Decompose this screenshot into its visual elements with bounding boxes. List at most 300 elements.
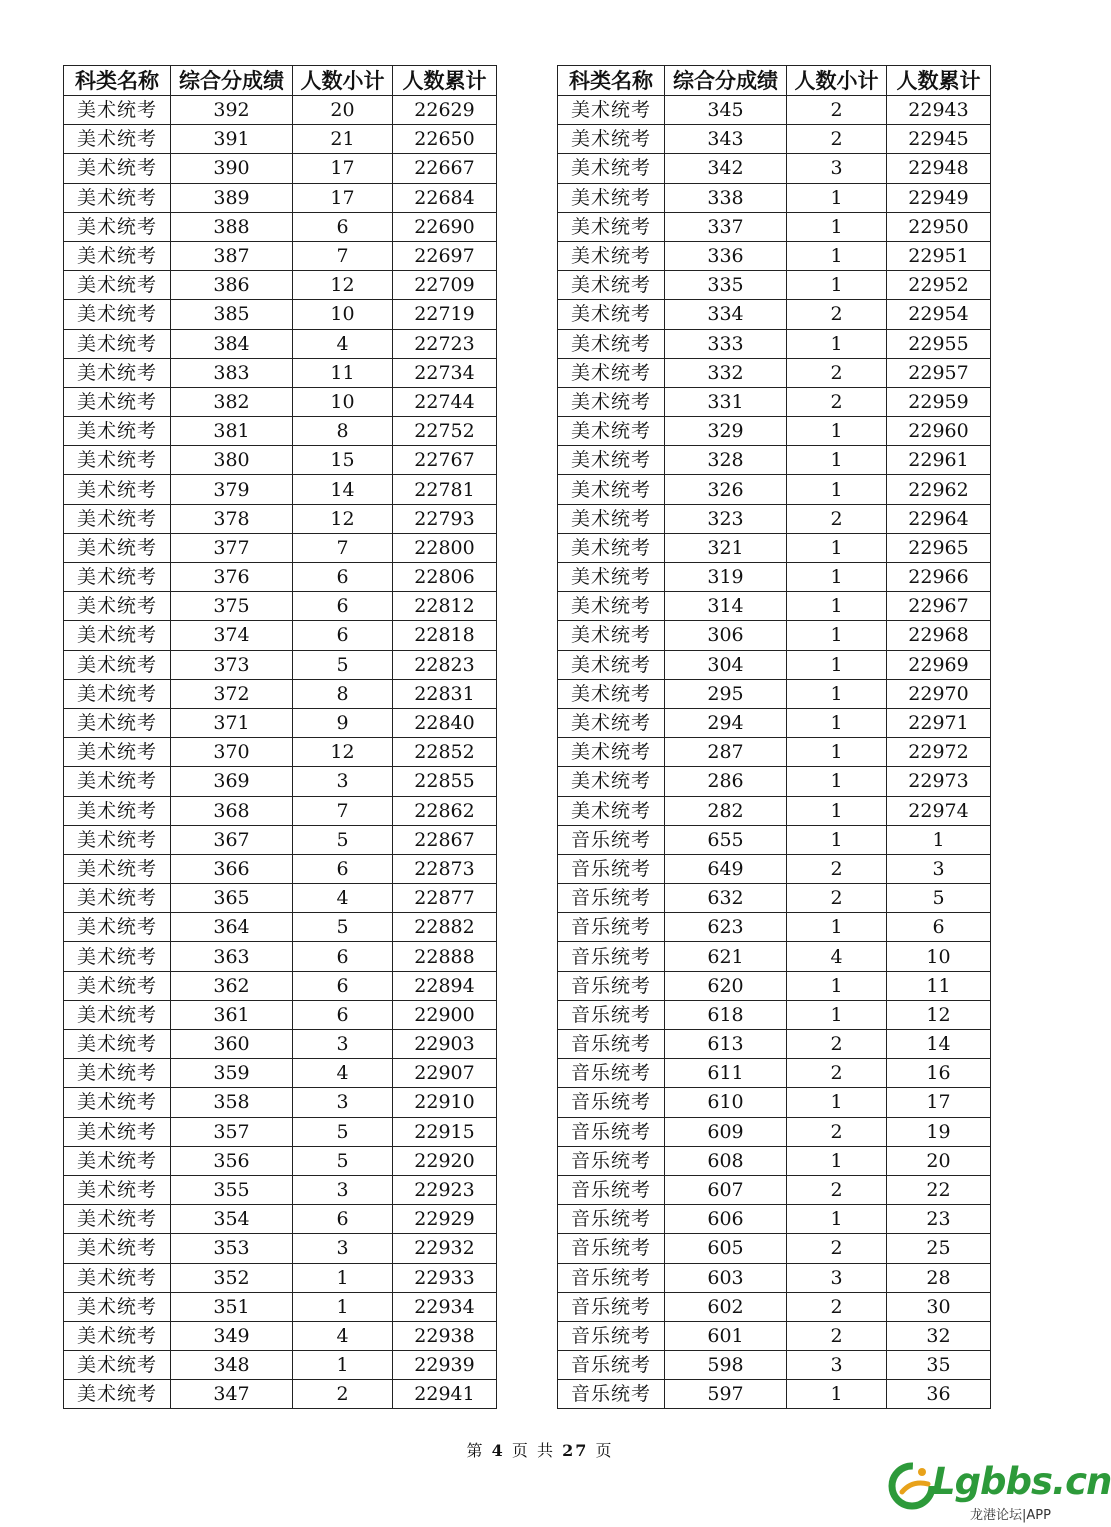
cell-cumulative: 22950: [887, 212, 991, 241]
cell-count: 2: [787, 1234, 887, 1263]
table-row: [558, 1175, 991, 1204]
cell-score: 374: [171, 621, 293, 650]
cell-count: 1: [787, 592, 887, 621]
cell-category: 美术统考: [558, 329, 665, 358]
cell-category: 美术统考: [64, 650, 171, 679]
cell-category: 美术统考: [64, 300, 171, 329]
logo-subtitle: 龙港论坛|APP: [970, 1508, 1051, 1523]
cell-category: 美术统考: [64, 1030, 171, 1059]
cell-cumulative: 22915: [393, 1117, 497, 1146]
cell-cumulative: 22974: [887, 796, 991, 825]
cell-count: 1: [787, 475, 887, 504]
cell-count: 8: [293, 679, 393, 708]
cell-count: 5: [293, 650, 393, 679]
cell-count: 15: [293, 446, 393, 475]
cell-score: 336: [665, 241, 787, 270]
header-cumulative: 人数累计: [887, 66, 991, 96]
cell-category: 美术统考: [64, 417, 171, 446]
cell-cumulative: 22684: [393, 183, 497, 212]
header-score: 综合分成绩: [171, 66, 293, 96]
table-row: [558, 1030, 991, 1059]
table-row: [558, 504, 991, 533]
table-row: [558, 854, 991, 883]
cell-score: 319: [665, 563, 787, 592]
current-page-number: 4: [491, 1441, 505, 1460]
cell-count: 4: [293, 884, 393, 913]
table-row: [558, 708, 991, 737]
table-row: [558, 621, 991, 650]
cell-count: 1: [787, 417, 887, 446]
cell-count: 17: [293, 154, 393, 183]
cell-cumulative: 12: [887, 1000, 991, 1029]
cell-count: 1: [787, 1000, 887, 1029]
cell-score: 360: [171, 1030, 293, 1059]
cell-score: 618: [665, 1000, 787, 1029]
cell-cumulative: 22967: [887, 592, 991, 621]
cell-score: 282: [665, 796, 787, 825]
cell-score: 352: [171, 1263, 293, 1292]
cell-score: 377: [171, 533, 293, 562]
cell-count: 1: [787, 825, 887, 854]
table-row: [558, 212, 991, 241]
cell-count: 4: [787, 942, 887, 971]
cell-count: 1: [787, 329, 887, 358]
cell-category: 美术统考: [64, 271, 171, 300]
cell-cumulative: 22949: [887, 183, 991, 212]
cell-count: 1: [787, 650, 887, 679]
cell-count: 2: [787, 387, 887, 416]
cell-count: 1: [787, 708, 887, 737]
cell-cumulative: 22800: [393, 533, 497, 562]
cell-category: 音乐统考: [558, 942, 665, 971]
table-row: [64, 1117, 497, 1146]
cell-score: 607: [665, 1175, 787, 1204]
cell-cumulative: 22877: [393, 884, 497, 913]
table-row: [64, 446, 497, 475]
cell-score: 601: [665, 1321, 787, 1350]
table-row: [558, 942, 991, 971]
table-row: [64, 271, 497, 300]
header-category: 科类名称: [558, 66, 665, 96]
cell-category: 美术统考: [558, 212, 665, 241]
table-row: [64, 504, 497, 533]
cell-score: 388: [171, 212, 293, 241]
cell-category: 美术统考: [64, 1059, 171, 1088]
total-pages: 27: [562, 1441, 589, 1460]
cell-category: 美术统考: [64, 241, 171, 270]
footer-mid: 页 共: [511, 1441, 555, 1460]
cell-cumulative: 22719: [393, 300, 497, 329]
cell-cumulative: 22910: [393, 1088, 497, 1117]
cell-cumulative: 22667: [393, 154, 497, 183]
cell-category: 美术统考: [64, 942, 171, 971]
cell-category: 美术统考: [558, 767, 665, 796]
cell-cumulative: 22734: [393, 358, 497, 387]
cell-count: 1: [787, 796, 887, 825]
cell-category: 美术统考: [64, 358, 171, 387]
cell-score: 382: [171, 387, 293, 416]
cell-cumulative: 22781: [393, 475, 497, 504]
cell-score: 353: [171, 1234, 293, 1263]
cell-category: 美术统考: [64, 796, 171, 825]
table-row: [64, 1321, 497, 1350]
cell-score: 391: [171, 125, 293, 154]
table-row: [558, 1000, 991, 1029]
cell-cumulative: 22903: [393, 1030, 497, 1059]
cell-count: 11: [293, 358, 393, 387]
cell-cumulative: 22938: [393, 1321, 497, 1350]
cell-category: 音乐统考: [558, 1263, 665, 1292]
cell-cumulative: 22973: [887, 767, 991, 796]
cell-category: 美术统考: [64, 183, 171, 212]
cell-category: 音乐统考: [558, 1175, 665, 1204]
cell-cumulative: 11: [887, 971, 991, 1000]
cell-score: 392: [171, 96, 293, 125]
cell-category: 美术统考: [64, 1380, 171, 1409]
cell-score: 357: [171, 1117, 293, 1146]
cell-cumulative: 22955: [887, 329, 991, 358]
cell-count: 2: [787, 1175, 887, 1204]
cell-cumulative: 22650: [393, 125, 497, 154]
cell-score: 380: [171, 446, 293, 475]
cell-cumulative: 22920: [393, 1146, 497, 1175]
cell-count: 3: [293, 1234, 393, 1263]
table-row: [64, 358, 497, 387]
cell-score: 335: [665, 271, 787, 300]
cell-score: 385: [171, 300, 293, 329]
table-row: [558, 650, 991, 679]
cell-cumulative: 22793: [393, 504, 497, 533]
cell-category: 音乐统考: [558, 1321, 665, 1350]
cell-cumulative: 22969: [887, 650, 991, 679]
cell-category: 音乐统考: [558, 1205, 665, 1234]
table-header-row: [558, 66, 991, 96]
cell-cumulative: 22894: [393, 971, 497, 1000]
cell-category: 美术统考: [64, 1117, 171, 1146]
cell-score: 364: [171, 913, 293, 942]
cell-score: 383: [171, 358, 293, 387]
cell-cumulative: 35: [887, 1351, 991, 1380]
cell-score: 286: [665, 767, 787, 796]
cell-count: 1: [787, 621, 887, 650]
cell-count: 1: [787, 533, 887, 562]
cell-count: 7: [293, 796, 393, 825]
cell-cumulative: 20: [887, 1146, 991, 1175]
table-row: [558, 533, 991, 562]
cell-cumulative: 22629: [393, 96, 497, 125]
cell-category: 美术统考: [64, 825, 171, 854]
cell-score: 620: [665, 971, 787, 1000]
table-row: [558, 241, 991, 270]
cell-score: 362: [171, 971, 293, 1000]
cell-count: 2: [787, 1059, 887, 1088]
cell-cumulative: 1: [887, 825, 991, 854]
cell-cumulative: 22873: [393, 854, 497, 883]
cell-score: 329: [665, 417, 787, 446]
cell-category: 美术统考: [64, 475, 171, 504]
cell-count: 3: [787, 1351, 887, 1380]
cell-category: 美术统考: [64, 1205, 171, 1234]
cell-category: 美术统考: [64, 96, 171, 125]
cell-count: 2: [787, 1030, 887, 1059]
cell-category: 音乐统考: [558, 1117, 665, 1146]
cell-score: 348: [171, 1351, 293, 1380]
cell-category: 美术统考: [558, 621, 665, 650]
table-row: [558, 1380, 991, 1409]
cell-cumulative: 22933: [393, 1263, 497, 1292]
cell-count: 5: [293, 1146, 393, 1175]
cell-score: 649: [665, 854, 787, 883]
table-row: [558, 271, 991, 300]
logo-brand-text: Lgbbs.cn: [932, 1460, 1111, 1503]
cell-count: 8: [293, 417, 393, 446]
cell-count: 5: [293, 825, 393, 854]
cell-count: 1: [787, 913, 887, 942]
cell-category: 美术统考: [558, 504, 665, 533]
cell-score: 368: [171, 796, 293, 825]
cell-category: 美术统考: [64, 592, 171, 621]
cell-count: 6: [293, 621, 393, 650]
cell-score: 370: [171, 738, 293, 767]
cell-count: 2: [787, 1321, 887, 1350]
cell-count: 3: [293, 1030, 393, 1059]
cell-count: 1: [787, 212, 887, 241]
table-row: [64, 1088, 497, 1117]
table-row: [558, 154, 991, 183]
cell-cumulative: 22945: [887, 125, 991, 154]
table-row: [558, 796, 991, 825]
cell-score: 378: [171, 504, 293, 533]
cell-count: 14: [293, 475, 393, 504]
cell-score: 304: [665, 650, 787, 679]
table-row: [558, 738, 991, 767]
cell-count: 6: [293, 942, 393, 971]
table-row: [64, 96, 497, 125]
cell-category: 音乐统考: [558, 1351, 665, 1380]
cell-cumulative: 22697: [393, 241, 497, 270]
table-row: [64, 563, 497, 592]
table-row: [64, 300, 497, 329]
table-row: [558, 1234, 991, 1263]
cell-category: 美术统考: [64, 329, 171, 358]
cell-category: 美术统考: [64, 913, 171, 942]
table-row: [558, 971, 991, 1000]
table-row: [64, 621, 497, 650]
table-row: [558, 1059, 991, 1088]
cell-category: 美术统考: [64, 387, 171, 416]
cell-count: 3: [787, 154, 887, 183]
table-row: [558, 1292, 991, 1321]
cell-score: 347: [171, 1380, 293, 1409]
cell-score: 623: [665, 913, 787, 942]
cell-category: 音乐统考: [558, 1030, 665, 1059]
cell-cumulative: 22882: [393, 913, 497, 942]
cell-count: 1: [787, 679, 887, 708]
cell-count: 1: [293, 1263, 393, 1292]
cell-cumulative: 22951: [887, 241, 991, 270]
cell-category: 美术统考: [64, 504, 171, 533]
table-row: [558, 417, 991, 446]
cell-cumulative: 19: [887, 1117, 991, 1146]
table-row: [64, 942, 497, 971]
table-row: [64, 592, 497, 621]
cell-count: 1: [787, 767, 887, 796]
cell-category: 美术统考: [558, 417, 665, 446]
cell-cumulative: 17: [887, 1088, 991, 1117]
cell-cumulative: 22840: [393, 708, 497, 737]
cell-cumulative: 22690: [393, 212, 497, 241]
header-cumulative: 人数累计: [393, 66, 497, 96]
table-row: [64, 1000, 497, 1029]
cell-category: 音乐统考: [558, 854, 665, 883]
lgbbs-logo: [888, 1460, 1111, 1524]
cell-cumulative: 22957: [887, 358, 991, 387]
cell-category: 美术统考: [558, 475, 665, 504]
table-row: [64, 533, 497, 562]
cell-cumulative: 22818: [393, 621, 497, 650]
table-row: [558, 592, 991, 621]
cell-category: 美术统考: [558, 154, 665, 183]
cell-category: 美术统考: [558, 96, 665, 125]
table-row: [64, 650, 497, 679]
table-row: [64, 679, 497, 708]
table-row: [64, 825, 497, 854]
cell-score: 606: [665, 1205, 787, 1234]
cell-score: 390: [171, 154, 293, 183]
cell-category: 美术统考: [558, 738, 665, 767]
cell-score: 621: [665, 942, 787, 971]
cell-count: 2: [787, 854, 887, 883]
cell-cumulative: 22939: [393, 1351, 497, 1380]
table-row: [64, 1351, 497, 1380]
cell-score: 372: [171, 679, 293, 708]
cell-cumulative: 6: [887, 913, 991, 942]
header-count: 人数小计: [787, 66, 887, 96]
cell-score: 367: [171, 825, 293, 854]
table-row: [64, 1059, 497, 1088]
cell-category: 音乐统考: [558, 1234, 665, 1263]
table-row: [64, 971, 497, 1000]
cell-category: 美术统考: [64, 125, 171, 154]
cell-cumulative: 22943: [887, 96, 991, 125]
cell-count: 2: [787, 358, 887, 387]
cell-score: 359: [171, 1059, 293, 1088]
table-row: [64, 1205, 497, 1234]
cell-count: 4: [293, 1321, 393, 1350]
cell-score: 632: [665, 884, 787, 913]
cell-score: 609: [665, 1117, 787, 1146]
cell-category: 美术统考: [558, 533, 665, 562]
cell-category: 美术统考: [64, 154, 171, 183]
cell-score: 365: [171, 884, 293, 913]
cell-cumulative: 22941: [393, 1380, 497, 1409]
cell-cumulative: 22767: [393, 446, 497, 475]
header-category: 科类名称: [64, 66, 171, 96]
table-row: [64, 212, 497, 241]
cell-score: 376: [171, 563, 293, 592]
table-row: [64, 1030, 497, 1059]
cell-score: 351: [171, 1292, 293, 1321]
cell-cumulative: 22959: [887, 387, 991, 416]
cell-score: 354: [171, 1205, 293, 1234]
cell-score: 358: [171, 1088, 293, 1117]
table-row: [558, 1205, 991, 1234]
cell-category: 音乐统考: [558, 1380, 665, 1409]
cell-cumulative: 22923: [393, 1175, 497, 1204]
score-table-right: [557, 65, 991, 1409]
cell-cumulative: 22888: [393, 942, 497, 971]
cell-score: 321: [665, 533, 787, 562]
cell-cumulative: 14: [887, 1030, 991, 1059]
cell-cumulative: 22966: [887, 563, 991, 592]
table-row: [64, 796, 497, 825]
cell-count: 12: [293, 271, 393, 300]
cell-score: 294: [665, 708, 787, 737]
cell-count: 5: [293, 913, 393, 942]
cell-score: 314: [665, 592, 787, 621]
cell-score: 603: [665, 1263, 787, 1292]
cell-score: 371: [171, 708, 293, 737]
cell-cumulative: 22954: [887, 300, 991, 329]
table-row: [558, 387, 991, 416]
cell-count: 9: [293, 708, 393, 737]
cell-category: 音乐统考: [558, 1146, 665, 1175]
cell-cumulative: 22934: [393, 1292, 497, 1321]
cell-count: 6: [293, 212, 393, 241]
cell-score: 366: [171, 854, 293, 883]
cell-score: 338: [665, 183, 787, 212]
cell-cumulative: 22831: [393, 679, 497, 708]
cell-cumulative: 22965: [887, 533, 991, 562]
cell-score: 605: [665, 1234, 787, 1263]
cell-count: 2: [787, 504, 887, 533]
header-score: 综合分成绩: [665, 66, 787, 96]
cell-cumulative: 22964: [887, 504, 991, 533]
cell-cumulative: 28: [887, 1263, 991, 1292]
cell-category: 美术统考: [558, 125, 665, 154]
cell-category: 美术统考: [64, 854, 171, 883]
table-row: [64, 125, 497, 154]
cell-category: 美术统考: [64, 1292, 171, 1321]
cell-cumulative: 22806: [393, 563, 497, 592]
cell-cumulative: 22852: [393, 738, 497, 767]
table-row: [64, 708, 497, 737]
cell-count: 4: [293, 329, 393, 358]
table-row: [64, 913, 497, 942]
cell-count: 1: [787, 1088, 887, 1117]
cell-category: 音乐统考: [558, 884, 665, 913]
cell-score: 334: [665, 300, 787, 329]
cell-category: 美术统考: [558, 708, 665, 737]
table-row: [558, 300, 991, 329]
table-header-row: [64, 66, 497, 96]
table-row: [64, 475, 497, 504]
cell-score: 386: [171, 271, 293, 300]
cell-category: 音乐统考: [558, 1088, 665, 1117]
cell-category: 音乐统考: [558, 1292, 665, 1321]
table-row: [558, 825, 991, 854]
cell-category: 音乐统考: [558, 1059, 665, 1088]
cell-count: 1: [787, 1146, 887, 1175]
cell-cumulative: 22929: [393, 1205, 497, 1234]
table-row: [64, 884, 497, 913]
cell-score: 356: [171, 1146, 293, 1175]
cell-category: 美术统考: [558, 271, 665, 300]
cell-category: 美术统考: [558, 300, 665, 329]
cell-score: 343: [665, 125, 787, 154]
table-row: [558, 1351, 991, 1380]
cell-category: 美术统考: [64, 971, 171, 1000]
